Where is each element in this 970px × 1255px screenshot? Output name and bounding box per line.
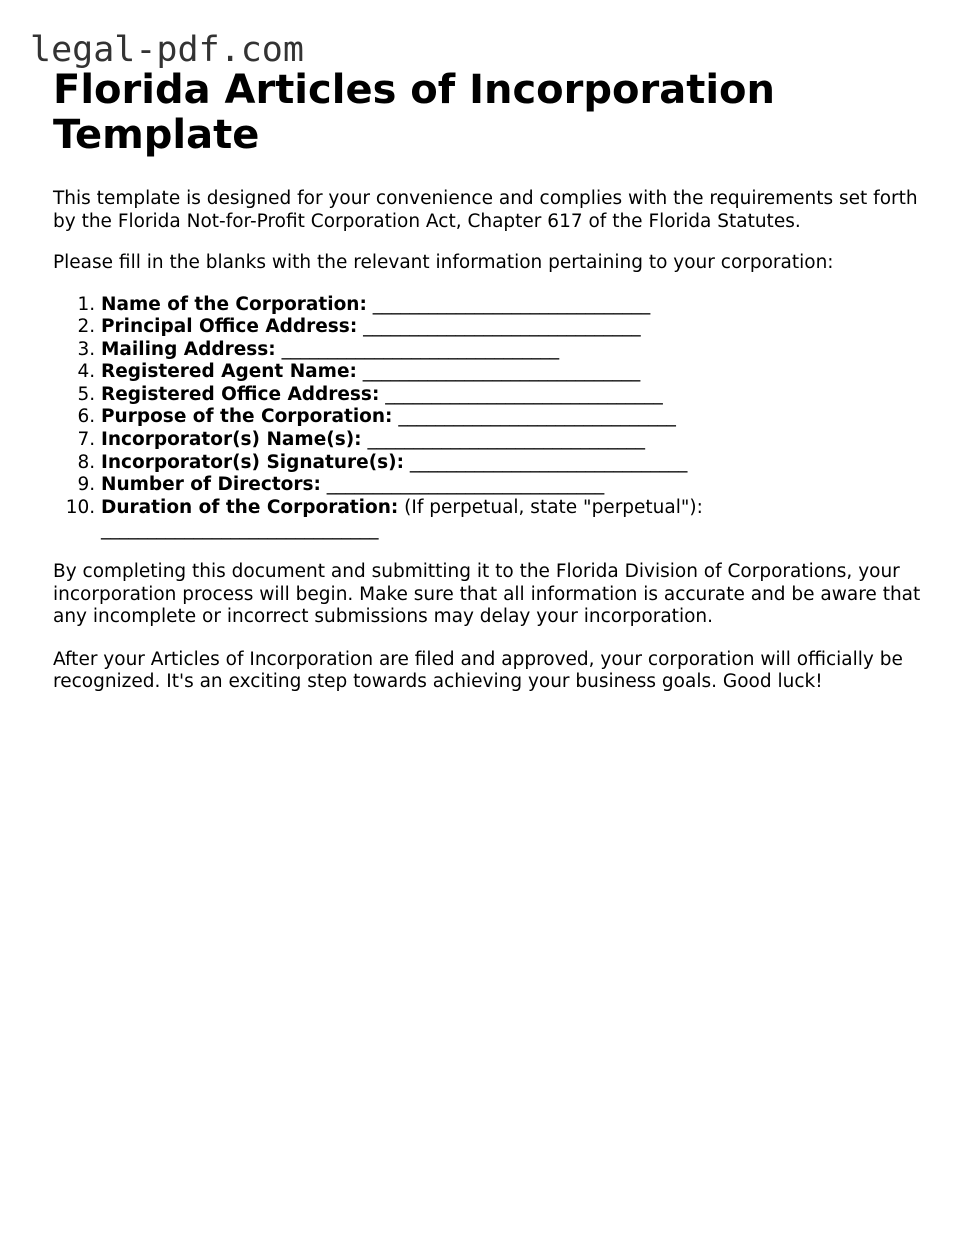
field-label: Registered Agent Name:: [101, 361, 357, 383]
field-item-mailing-address: [101, 339, 933, 362]
fill-in-blank[interactable]: ______________________________: [362, 361, 641, 383]
field-item-incorporator-signatures: [101, 452, 933, 475]
field-item-number-of-directors: [101, 474, 933, 497]
document-title: Florida Articles of Incorporation Template: [53, 67, 776, 158]
instructions-paragraph: Please fill in the blanks with the relevant information pertaining to your corporation:: [53, 252, 834, 273]
submission-paragraph: By completing this document and submitting it to the Florida Division of Corporations, your incorporation process will begin. Make sure that all information is accurate and be aware that any incomplete or incorrect submissions may delay your incorporation.: [53, 561, 921, 628]
fill-in-blank[interactable]: ______________________________: [398, 406, 676, 428]
field-item-duration: [101, 497, 933, 542]
closing-paragraph: After your Articles of Incorporation are filed and approved, your corporation will officially be recognized. It's an exciting step towards achieving your business goals. Good luck!: [53, 648, 903, 693]
field-label: Number of Directors:: [101, 474, 321, 496]
fill-in-blank[interactable]: ______________________________: [409, 451, 688, 473]
field-item-corporation-name: [101, 294, 933, 317]
site-watermark: legal-pdf.com: [30, 30, 304, 70]
document-body: [53, 68, 933, 694]
field-label: Purpose of the Corporation:: [101, 406, 393, 428]
field-label: Incorporator(s) Signature(s):: [101, 451, 405, 473]
field-label: Incorporator(s) Name(s):: [101, 429, 362, 451]
fill-in-blank[interactable]: ______________________________: [281, 338, 560, 360]
field-label: Principal Office Address:: [101, 316, 358, 338]
fill-in-blank[interactable]: ______________________________: [372, 293, 651, 315]
field-label: Mailing Address:: [101, 338, 276, 360]
fill-in-blank[interactable]: ______________________________: [363, 316, 641, 338]
field-label: Registered Office Address:: [101, 383, 380, 405]
field-label: Name of the Corporation:: [101, 293, 367, 315]
field-item-registered-agent: [101, 361, 933, 384]
fill-in-blank[interactable]: ______________________________: [326, 474, 605, 496]
fields-list: [53, 294, 933, 543]
intro-paragraph: This template is designed for your convenience and complies with the requirements set forth by the Florida Not-for-Profit Corporation Act, Chapter 617 of the Florida Statutes.: [53, 188, 918, 232]
field-item-purpose: [101, 406, 933, 429]
field-item-principal-office: [101, 316, 933, 339]
field-item-incorporator-names: [101, 429, 933, 452]
field-note: (If perpetual, state "perpetual"):: [404, 496, 703, 518]
field-item-registered-office: [101, 384, 933, 407]
field-label: Duration of the Corporation:: [101, 496, 399, 518]
fill-in-blank[interactable]: ______________________________: [367, 429, 645, 451]
fill-in-blank[interactable]: ______________________________: [101, 519, 379, 541]
fill-in-blank[interactable]: ______________________________: [385, 383, 663, 405]
